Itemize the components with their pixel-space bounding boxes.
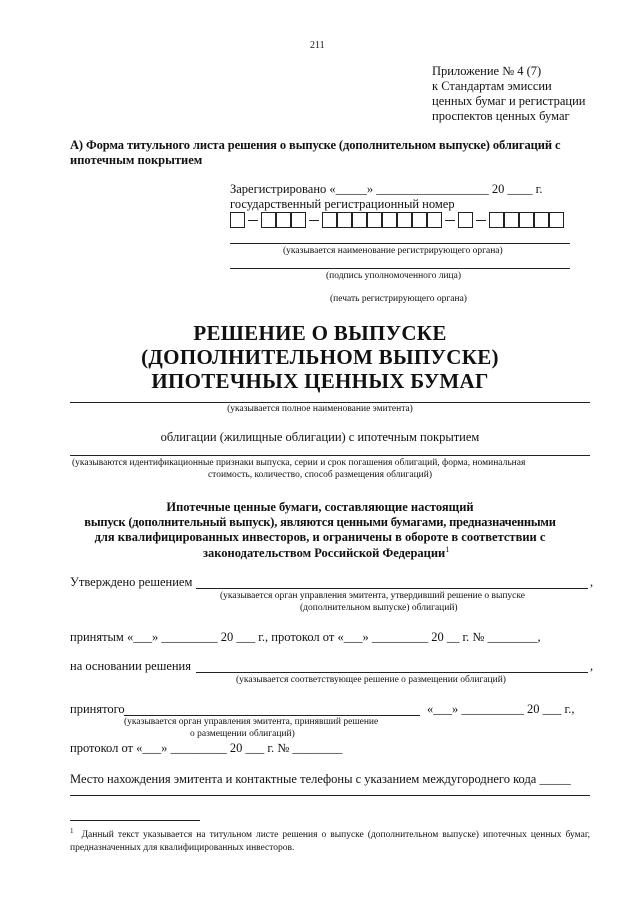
reg-cell [412, 212, 427, 228]
reg-cell [291, 212, 306, 228]
reg-cell [352, 212, 367, 228]
notice-line-4 [203, 545, 449, 561]
state-number-label: государственный регистрационный номер [230, 197, 455, 211]
authority-underline [230, 243, 570, 244]
signature-underline [230, 268, 570, 269]
footnote-ref: 1 [445, 545, 450, 554]
approved-caption-1: (указывается орган управления эмитента, утвердивший решение о выпуске [220, 591, 525, 601]
issuer-caption: (указывается полное наименование эмитента) [227, 404, 413, 414]
accepted-label: принятого [70, 702, 125, 716]
footnote-separator [70, 820, 200, 821]
section-title-line-1: А) Форма титульного листа решения о выпуске (дополнительном выпуске) облигаций с [70, 138, 561, 152]
bonds-line: облигации (жилищные облигации) с ипотечным покрытием [160, 430, 480, 444]
reg-cell [397, 212, 412, 228]
reg-dash [309, 220, 319, 221]
footnote-mark: 1 [70, 827, 74, 835]
accepted-caption-2: о размещении облигаций) [190, 729, 295, 739]
bonds-caption-line-2: стоимость, количество, способ размещения облигаций) [207, 470, 433, 480]
accepted-date: «___» __________ 20 ___ г., [427, 702, 575, 716]
reg-cell [519, 212, 534, 228]
reg-cell [427, 212, 442, 228]
bonds-caption-line-1: (указываются идентификационные признаки выпуска, серии и срок погашения облигаций, форма, номинальная [72, 458, 526, 468]
notice-line-2: выпуск (дополнительный выпуск), являются ценными бумагами, предназначенными [84, 515, 556, 529]
reg-cell [534, 212, 549, 228]
basis-label: на основании решения [70, 659, 191, 673]
authority-caption: (указывается наименование регистрирующего органа) [283, 246, 503, 256]
seal-caption: (печать регистрирующего органа) [330, 294, 467, 304]
reg-cell [276, 212, 291, 228]
reg-dash [248, 220, 258, 221]
main-title-line-2: (ДОПОЛНИТЕЛЬНОМ ВЫПУСКЕ) [141, 345, 499, 369]
reg-cell [230, 212, 245, 228]
issuer-underline [70, 402, 590, 403]
footnote-text: Данный текст указывается на титульном листе решения о выпуске (дополнительном выпуске) ипотечных ценных бумаг, предназначенных для квалифицированных инвесторов. [70, 830, 591, 854]
reg-cell [489, 212, 504, 228]
page-number: 211 [310, 40, 325, 51]
approved-comma: , [590, 575, 594, 589]
notice-line-3: для квалифицированных инвесторов, и ограничены в обороте в соответствии с [94, 530, 546, 544]
reg-cell [337, 212, 352, 228]
section-title-line-2: ипотечным покрытием [70, 153, 203, 167]
approved-caption-2: (дополнительном выпуске) облигаций) [300, 603, 458, 613]
main-title-line-3: ИПОТЕЧНЫХ ЦЕННЫХ БУМАГ [151, 369, 489, 393]
adopted-line: принятым «___» _________ 20 ___ г., протокол от «___» _________ 20 __ г. № ________, [70, 630, 541, 644]
basis-underline [196, 672, 588, 673]
reg-cell [322, 212, 337, 228]
bonds-underline [70, 455, 590, 456]
main-title-line-1: РЕШЕНИЕ О ВЫПУСКЕ [193, 321, 447, 345]
appendix-line-2: к Стандартам эмиссии [432, 79, 552, 93]
appendix-line-4: проспектов ценных бумаг [432, 109, 570, 123]
reg-dash [476, 220, 486, 221]
location-line: Место нахождения эмитента и контактные телефоны с указанием междугороднего кода _____ [70, 772, 571, 786]
basis-caption: (указывается соответствующее решение о размещении облигаций) [236, 675, 506, 685]
appendix-line-3: ценных бумаг и регистрации [432, 94, 586, 108]
accepted-underline [124, 715, 420, 716]
notice-line-4-text: законодательством Российской Федерации [203, 546, 446, 561]
registered-line: Зарегистрировано «_____» __________________ 20 ____ г. [230, 182, 543, 196]
appendix-line-1: Приложение № 4 (7) [432, 64, 542, 78]
footnote [70, 825, 590, 855]
accepted-caption-1: (указывается орган управления эмитента, принявший решение [124, 717, 379, 727]
reg-cell [458, 212, 473, 228]
reg-cell [382, 212, 397, 228]
notice-line-1: Ипотечные ценные бумаги, составляющие настоящий [166, 500, 474, 514]
reg-cell [504, 212, 519, 228]
reg-dash [445, 220, 455, 221]
approved-underline [196, 588, 588, 589]
reg-cell [549, 212, 564, 228]
signature-caption: (подпись уполномоченного лица) [326, 271, 462, 281]
approved-label: Утверждено решением [70, 575, 193, 589]
reg-cell [261, 212, 276, 228]
location-underline [70, 795, 590, 796]
reg-cell [367, 212, 382, 228]
basis-comma: , [590, 659, 594, 673]
protocol-line: протокол от «___» _________ 20 ___ г. № ________ [70, 741, 343, 755]
